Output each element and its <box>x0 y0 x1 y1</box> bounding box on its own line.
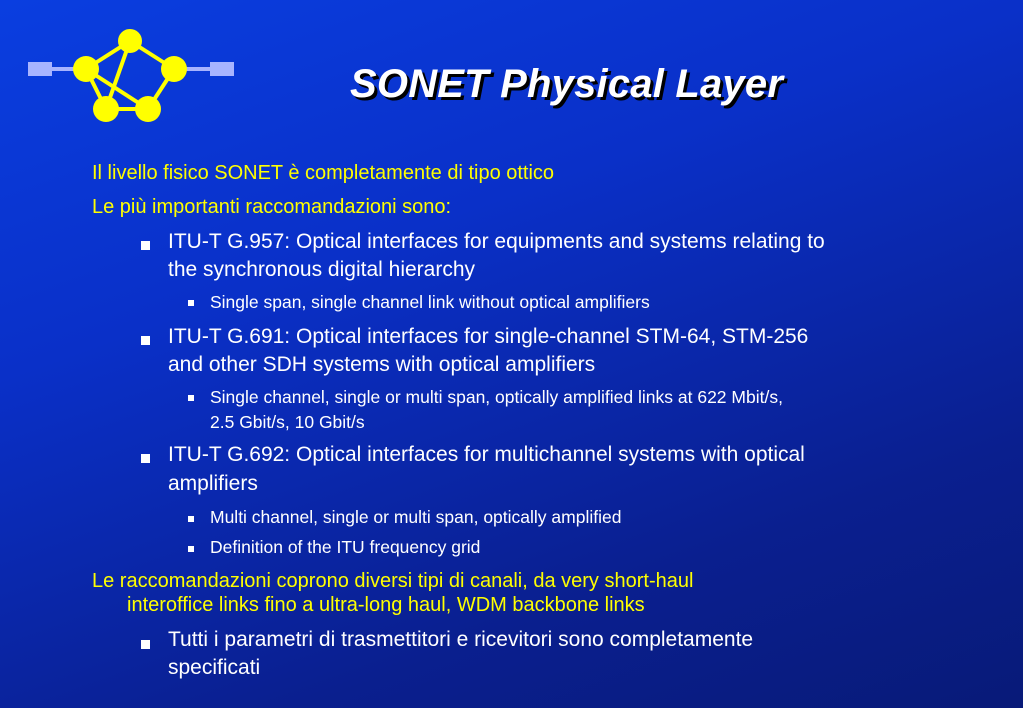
sub-bullet-icon <box>188 516 194 522</box>
sub-item-g691-line1: Single channel, single or multi span, optically amplified links at 622 Mbit/s, <box>210 387 783 407</box>
sub-bullet-icon <box>188 395 194 401</box>
slide-title: SONET Physical Layer <box>350 62 784 106</box>
sub-item-g957-1: Single span, single channel link without optical amplifiers <box>210 292 650 312</box>
sub-item-g692-1: Multi channel, single or multi span, optically amplified <box>210 507 622 527</box>
list-item-parameters-line1: Tutti i parametri di trasmettitori e ricevitori sono completamente <box>168 628 754 651</box>
sub-bullet-icon <box>188 546 194 552</box>
list-item-g691-line1: ITU-T G.691: Optical interfaces for single-channel STM-64, STM-256 <box>168 325 809 348</box>
list-item-g957-line1: ITU-T G.957: Optical interfaces for equipments and systems relating to <box>168 230 825 253</box>
list-item-parameters-line2: specificati <box>168 656 261 679</box>
sub-item-g692-2: Definition of the ITU frequency grid <box>210 537 481 557</box>
bullet-icon <box>141 454 150 463</box>
list-item-g957-line2: the synchronous digital hierarchy <box>168 258 476 281</box>
sub-item-g691-line2: 2.5 Gbit/s, 10 Gbit/s <box>210 412 365 432</box>
paragraph-channels-line2: interoffice links fino a ultra-long haul, WDM backbone links <box>127 594 645 616</box>
paragraph-recommendations: Le più importanti raccomandazioni sono: <box>92 196 452 218</box>
bullet-icon <box>141 336 150 345</box>
list-item-g692-line1: ITU-T G.692: Optical interfaces for multichannel systems with optical <box>168 443 805 466</box>
list-item-g691-line2: and other SDH systems with optical amplifiers <box>168 353 596 376</box>
paragraph-channels-line1: Le raccomandazioni coprono diversi tipi di canali, da very short-haul <box>92 570 694 592</box>
bullet-icon <box>141 241 150 250</box>
bullet-icon <box>141 640 150 649</box>
list-item-g692-line2: amplifiers <box>168 472 258 495</box>
paragraph-physical-layer: Il livello fisico SONET è completamente di tipo ottico <box>92 162 555 184</box>
sub-bullet-icon <box>188 300 194 306</box>
